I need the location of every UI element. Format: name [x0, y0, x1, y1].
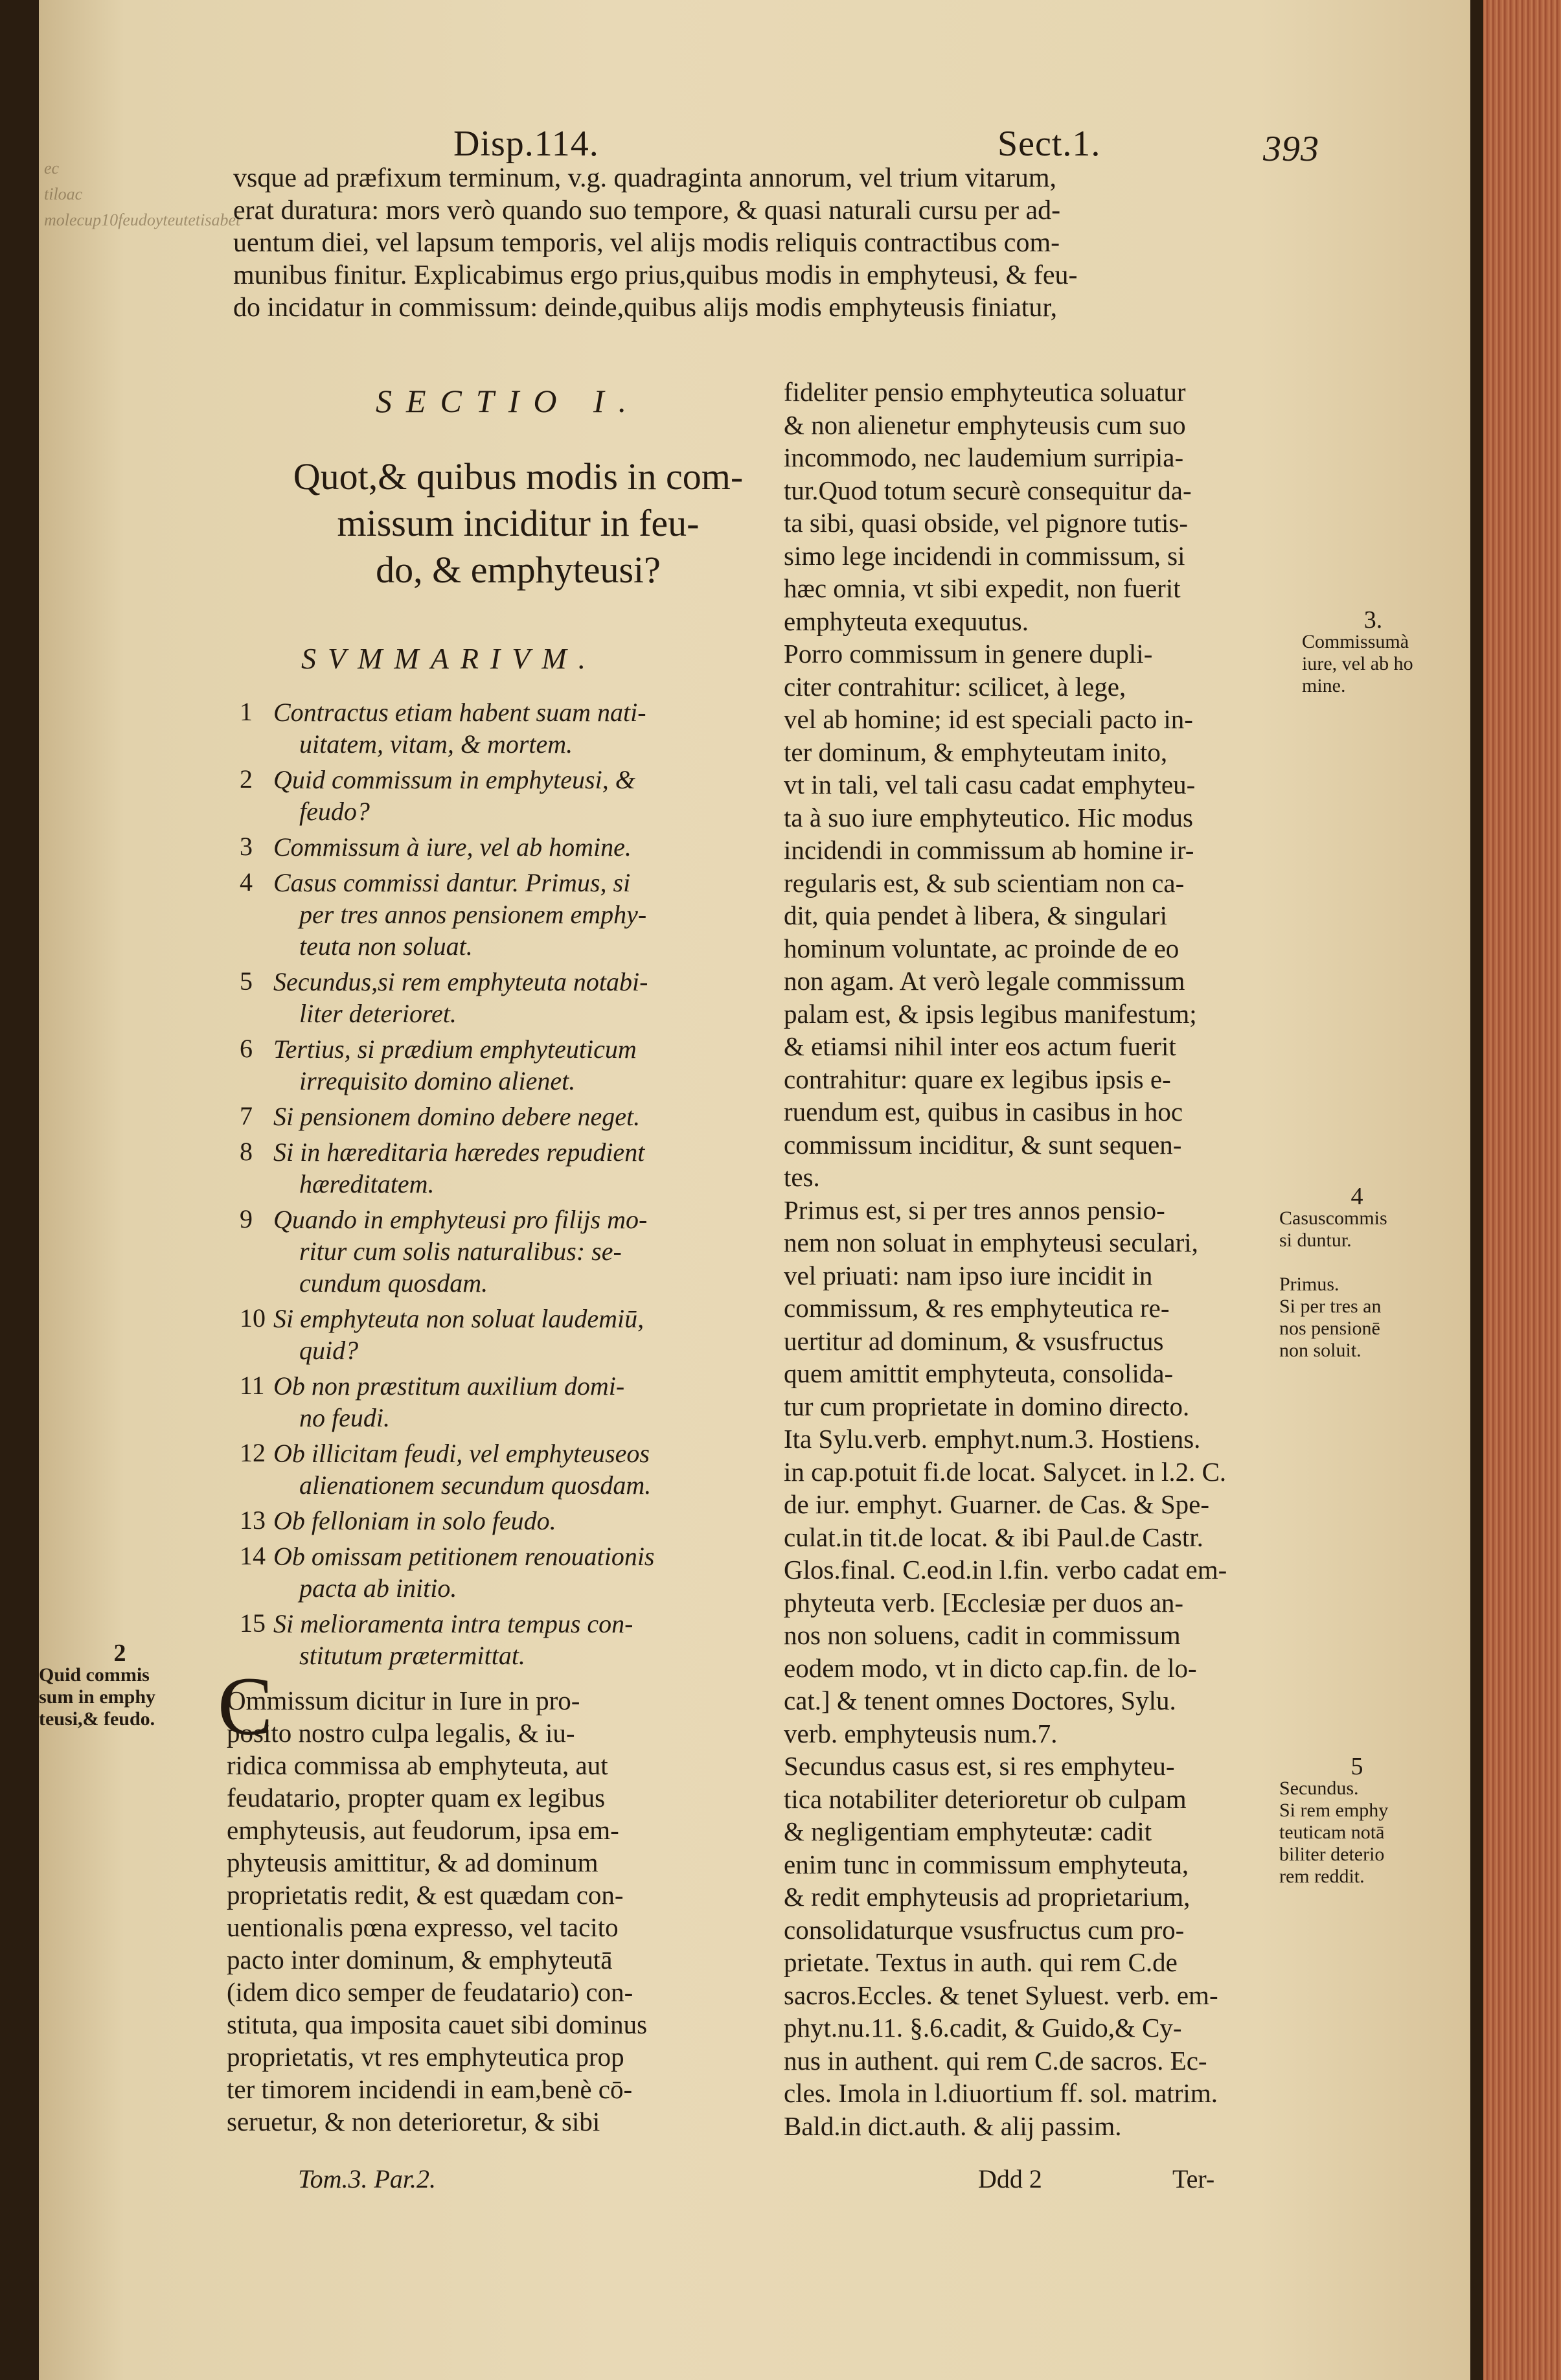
body-line: incidendi in commissum ab homine ir- [784, 835, 1194, 865]
margin-note-line: Si per tres an [1279, 1296, 1382, 1317]
body-line: consolidaturque vsusfructus cum pro- [784, 1914, 1185, 1945]
summary-item-text: per tres annos pensionem emphy- [299, 900, 647, 929]
margin-note-number: 5 [1350, 1753, 1363, 1780]
margin-note-5 [1279, 1753, 1435, 1888]
margin-note-line: teusi,& feudo. [39, 1708, 155, 1730]
bleed-line: tetis [183, 211, 212, 229]
body-line: (idem dico semper de feudatario) con- [227, 1977, 633, 2007]
body-line: in cap.potuit fi.de locat. Salycet. in l.2. C. [784, 1456, 1227, 1487]
body-line: ter dominum, & emphyteutam inito, [784, 737, 1168, 767]
body-line: vel priuati: nam ipso iure incidit in [784, 1260, 1153, 1290]
summary-item-text: Si in hæreditaria hæredes repudient [273, 1138, 645, 1167]
margin-note-number: 4 [1350, 1183, 1363, 1210]
summary-item-number: 11 [240, 1371, 265, 1400]
summary-item-number: 3 [240, 832, 253, 861]
margin-note-line: mine. [1302, 675, 1346, 696]
footer-catchword: Ter- [1172, 2164, 1215, 2193]
intro-paragraph [233, 162, 1077, 324]
summary-list [240, 696, 816, 1668]
body-line: cat.] & tenent omnes Doctores, Sylu. [784, 1686, 1176, 1715]
body-line: & non alienetur emphyteusis cum suo [784, 409, 1186, 440]
body-line: Ommissum dicitur in Iure in pro- [227, 1686, 580, 1715]
summary-item-text: pacta ab initio. [299, 1573, 457, 1603]
summary-item [240, 764, 635, 827]
summary-item-text: Ob illicitam feudi, vel emphyteuseos [273, 1439, 650, 1468]
margin-note-number: 3. [1363, 606, 1383, 634]
body-line: & redit emphyteusis ad proprietarium, [784, 1882, 1191, 1912]
summary-item-text: irrequisito domino alienet. [299, 1066, 576, 1095]
body-line: eodem modo, vt in dicto cap.fin. de lo- [784, 1653, 1197, 1683]
body-line: culat.in tit.de locat. & ibi Paul.de Castr. [784, 1522, 1203, 1552]
body-line: pacto inter dominum, & emphyteutā [227, 1945, 613, 1974]
margin-note-line: Quid commis [39, 1664, 150, 1686]
summary-item-text: Secundus,si rem emphyteuta notabi- [273, 967, 648, 996]
body-line: & etiamsi nihil inter eos actum fuerit [784, 1031, 1176, 1061]
summary-item-text: hæreditatem. [299, 1169, 435, 1198]
margin-note-line: teuticam notā [1279, 1822, 1385, 1843]
intro-line: uentum diei, vel lapsum temporis, vel alijs modis reliquis contractibus com- [233, 228, 1060, 258]
question-line: do, & emphyteusi? [376, 549, 661, 591]
summary-heading: SVMMARIVM. [301, 642, 598, 675]
summary-item-text: no feudi. [299, 1403, 390, 1432]
body-line: dit, quia pendet à libera, & singulari [784, 900, 1168, 930]
margin-note-line: Primus. [1279, 1274, 1339, 1295]
margin-note-line: Secundus. [1279, 1778, 1359, 1799]
body-line: regularis est, & sub scientiam non ca- [784, 867, 1185, 898]
section-heading: SECTIO I. [376, 383, 641, 419]
running-head-left: Disp.114. [453, 124, 599, 164]
margin-note-line: non soluit. [1279, 1340, 1362, 1361]
body-line: tur cum proprietate in domino directo. [784, 1391, 1190, 1421]
body-line: cles. Imola in l.diuortium ff. sol. matrim. [784, 2078, 1218, 2108]
bleed-line: abet [211, 211, 241, 229]
body-line: vt in tali, vel tali casu cadat emphyteu- [784, 770, 1196, 799]
summary-item-text: Ob non præstitum auxilium domi- [273, 1371, 625, 1401]
margin-note-line: Commissumà [1302, 631, 1409, 652]
body-line: Secundus casus est, si res emphyteu- [784, 1751, 1175, 1781]
summary-item-text: Ob omissam petitionem renouationis [273, 1542, 655, 1571]
body-line: feudatario, propter quam ex legibus [227, 1783, 606, 1813]
summary-item [240, 867, 646, 962]
summary-item-text: Si pensionem domino debere neget. [273, 1102, 641, 1131]
body-line: fideliter pensio emphyteutica soluatur [784, 377, 1186, 407]
left-body-paragraph [227, 1684, 647, 2138]
body-line: contrahitur: quare ex legibus ipsis e- [784, 1064, 1171, 1094]
body-line: Glos.final. C.eod.in l.fin. verbo cadat em- [784, 1555, 1227, 1585]
body-line: tes. [784, 1162, 820, 1192]
body-line: verb. emphyteusis num.7. [784, 1718, 1058, 1748]
book-page [39, 0, 1470, 2380]
body-line: quem amittit emphyteuta, consolida- [784, 1358, 1174, 1388]
margin-note-line [1279, 1252, 1435, 1274]
body-line: proprietatis, vt res emphyteutica prop [227, 2042, 624, 2072]
summary-item-text: teuta non soluat. [299, 932, 473, 961]
summary-item-number: 13 [240, 1505, 266, 1535]
summary-item-text: liter deterioret. [299, 999, 457, 1028]
body-line: hominum voluntate, ac proinde de eo [784, 933, 1179, 963]
margin-note-line: si duntur. [1279, 1230, 1352, 1251]
summary-item-text: alienationem secundum quosdam. [299, 1470, 652, 1500]
summary-item-text: Casus commissi dantur. Primus, si [273, 868, 631, 897]
summary-item-number: 12 [240, 1438, 266, 1467]
margin-note-line: Casuscommis [1279, 1207, 1387, 1229]
body-line: stituta, qua imposita cauet sibi dominus [227, 2009, 648, 2039]
summary-item-text: feudo? [299, 797, 370, 826]
body-line: vel ab homine; id est speciali pacto in- [784, 704, 1193, 734]
margin-note-line: iure, vel ab ho [1302, 653, 1413, 674]
summary-item [240, 1136, 644, 1200]
summary-item-number: 10 [240, 1303, 266, 1333]
drop-cap: C [218, 1660, 273, 1752]
body-line: seruetur, & non deterioretur, & sibi [227, 2107, 600, 2136]
summary-item-number: 2 [240, 764, 253, 794]
summary-item-text: quid? [299, 1336, 359, 1365]
bleed-line: feudo [118, 211, 155, 229]
running-head-center: Sect.1. [997, 124, 1101, 164]
body-line: simo lege incidendi in commissum, si [784, 540, 1185, 571]
body-line: ruendum est, quibus in casibus in hoc [784, 1097, 1183, 1127]
summary-item-number: 8 [240, 1137, 253, 1166]
summary-item [240, 1033, 637, 1097]
bleed-through-text [44, 155, 241, 233]
page-number: 393 [1263, 129, 1319, 169]
summary-item-number: 7 [240, 1101, 253, 1130]
body-line: Bald.in dict.auth. & alij passim. [784, 2111, 1122, 2141]
question-line: missum inciditur in feu- [337, 502, 700, 544]
body-line: tica notabiliter deterioretur ob culpam [784, 1783, 1187, 1814]
body-line: ridica commissa ab emphyteuta, aut [227, 1750, 608, 1780]
summary-item-text: Ob felloniam in solo feudo. [273, 1506, 556, 1535]
body-line: phyt.nu.11. §.6.cadit, & Guido,& Cy- [784, 2013, 1182, 2042]
summary-item-text: ritur cum solis naturalibus: se- [299, 1237, 622, 1266]
summary-item [240, 1101, 640, 1132]
summary-item-number: 1 [240, 697, 253, 726]
body-line: non agam. At verò legale commissum [784, 966, 1185, 996]
body-line: nos non soluens, cadit in commissum [784, 1620, 1181, 1650]
page-edge [1483, 0, 1561, 2380]
body-line: hæc omnia, vt sibi expedit, non fuerit [784, 573, 1181, 603]
summary-item [240, 1505, 556, 1537]
body-line: & negligentiam emphyteutæ: cadit [784, 1816, 1152, 1846]
body-line: emphyteusis, aut feudorum, ipsa em- [227, 1815, 619, 1845]
body-line: nem non soluat in emphyteusi seculari, [784, 1228, 1198, 1257]
summary-item-number: 5 [240, 967, 253, 996]
summary-item [240, 831, 632, 863]
bleed-line: lecup [64, 211, 102, 229]
summary-item-text: Si melioramenta intra tempus con- [273, 1609, 633, 1638]
margin-note-line: rem reddit. [1279, 1866, 1365, 1887]
summary-item [240, 1204, 647, 1299]
summary-item-number: 15 [240, 1608, 266, 1638]
summary-item-text: Contractus etiam habent suam nati- [273, 698, 646, 727]
intro-line: erat duratura: mors verò quando suo tempore, & quasi naturali cursu per ad- [233, 196, 1061, 225]
summary-item [240, 1608, 633, 1671]
body-line: commissum, & res emphyteutica re- [784, 1293, 1170, 1323]
body-line: phyteuta verb. [Ecclesiæ per duos an- [784, 1587, 1184, 1618]
summary-item-text: uitatem, vitam, & mortem. [299, 729, 573, 759]
summary-item-number: 4 [240, 867, 253, 897]
body-line: palam est, & ipsis legibus manifestum; [784, 998, 1197, 1029]
bleed-line: ac mo [44, 185, 83, 229]
summary-item [240, 1540, 655, 1604]
margin-note-line: biliter deterio [1279, 1844, 1385, 1865]
body-line: phyteusis amittitur, & ad dominum [227, 1848, 598, 1877]
body-line: Ita Sylu.verb. emphyt.num.3. Hostiens. [784, 1424, 1201, 1454]
margin-note-line: sum in emphy [39, 1686, 156, 1708]
body-line: de iur. emphyt. Guarner. de Cas. & Spe- [784, 1489, 1210, 1519]
summary-item-number: 9 [240, 1204, 253, 1233]
margin-note-2 [39, 1642, 201, 1730]
margin-note-line: nos pensionē [1279, 1318, 1380, 1339]
margin-note-number: 2 [113, 1640, 126, 1667]
footer-signature: Ddd 2 [978, 2164, 1042, 2193]
summary-item-text: stitutum prætermittat. [299, 1641, 525, 1670]
body-line: prietate. Textus in auth. qui rem C.de [784, 1947, 1178, 1977]
summary-item-text: Quando in emphyteusi pro filijs mo- [273, 1205, 648, 1234]
section-question-title [233, 453, 803, 593]
margin-note-3 [1302, 606, 1444, 697]
question-line: Quot,& quibus modis in com- [293, 455, 744, 498]
right-body-column [784, 376, 1227, 2142]
bleed-line: yteu [155, 211, 184, 229]
summary-item-text: Tertius, si prædium emphyteuticum [273, 1035, 637, 1064]
summary-item [240, 966, 648, 1029]
summary-item [240, 696, 646, 760]
body-line: commissum inciditur, & sunt sequen- [784, 1129, 1182, 1160]
summary-item [240, 1303, 644, 1366]
bleed-line: 10 [101, 211, 119, 229]
body-line: proprietatis redit, & est quædam con- [227, 1880, 624, 1910]
intro-line: do incidatur in commissum: deinde,quibus alijs modis emphyteusis finiatur, [233, 293, 1058, 323]
summary-item-text: Commissum à iure, vel ab homine. [273, 832, 632, 862]
body-line: tur.Quod totum securè consequitur da- [784, 475, 1192, 505]
intro-line: munibus finitur. Explicabimus ergo prius,quibus modis in emphyteusi, & feu- [233, 260, 1078, 290]
body-line: ta sibi, quasi obside, vel pignore tutis- [784, 508, 1189, 538]
body-line: uertitur ad dominum, & vsusfructus [784, 1325, 1164, 1356]
summary-item-number: 6 [240, 1034, 253, 1063]
footer-volume: Tom.3. Par.2. [298, 2164, 437, 2193]
body-line: Primus est, si per tres annos pensio- [784, 1195, 1165, 1225]
body-line: emphyteuta exequutus. [784, 606, 1029, 636]
body-line: ter timorem incidendi in eam,benè cō- [227, 2074, 633, 2104]
body-line: uentionalis pœna expresso, vel tacito [227, 1912, 619, 1942]
intro-line: vsque ad præfixum terminum, v.g. quadraginta annorum, vel trium vitarum, [233, 163, 1057, 193]
margin-note-line: Si rem emphy [1279, 1800, 1389, 1821]
summary-item-text: Quid commissum in emphyteusi, & [273, 765, 635, 794]
body-line: Porro commissum in genere dupli- [784, 639, 1153, 669]
summary-item-text: Si emphyteuta non soluat laudemiū, [273, 1304, 644, 1333]
body-line: nus in authent. qui rem C.de sacros. Ec- [784, 2045, 1207, 2076]
body-line: posito nostro culpa legalis, & iu- [227, 1718, 575, 1748]
body-line: incommodo, nec laudemium surripia- [784, 442, 1184, 472]
bleed-line: ec tilo [44, 159, 67, 203]
summary-item-text: cundum quosdam. [299, 1268, 488, 1298]
body-line: citer contrahitur: scilicet, à lege, [784, 671, 1126, 702]
margin-note-4 [1279, 1185, 1435, 1362]
body-line: sacros.Eccles. & tenet Syluest. verb. em- [784, 1980, 1218, 2010]
summary-item [240, 1370, 624, 1434]
summary-item [240, 1437, 651, 1501]
summary-item-number: 14 [240, 1541, 266, 1570]
body-line: ta à suo iure emphyteutico. Hic modus [784, 802, 1193, 832]
body-line: enim tunc in commissum emphyteuta, [784, 1849, 1189, 1879]
